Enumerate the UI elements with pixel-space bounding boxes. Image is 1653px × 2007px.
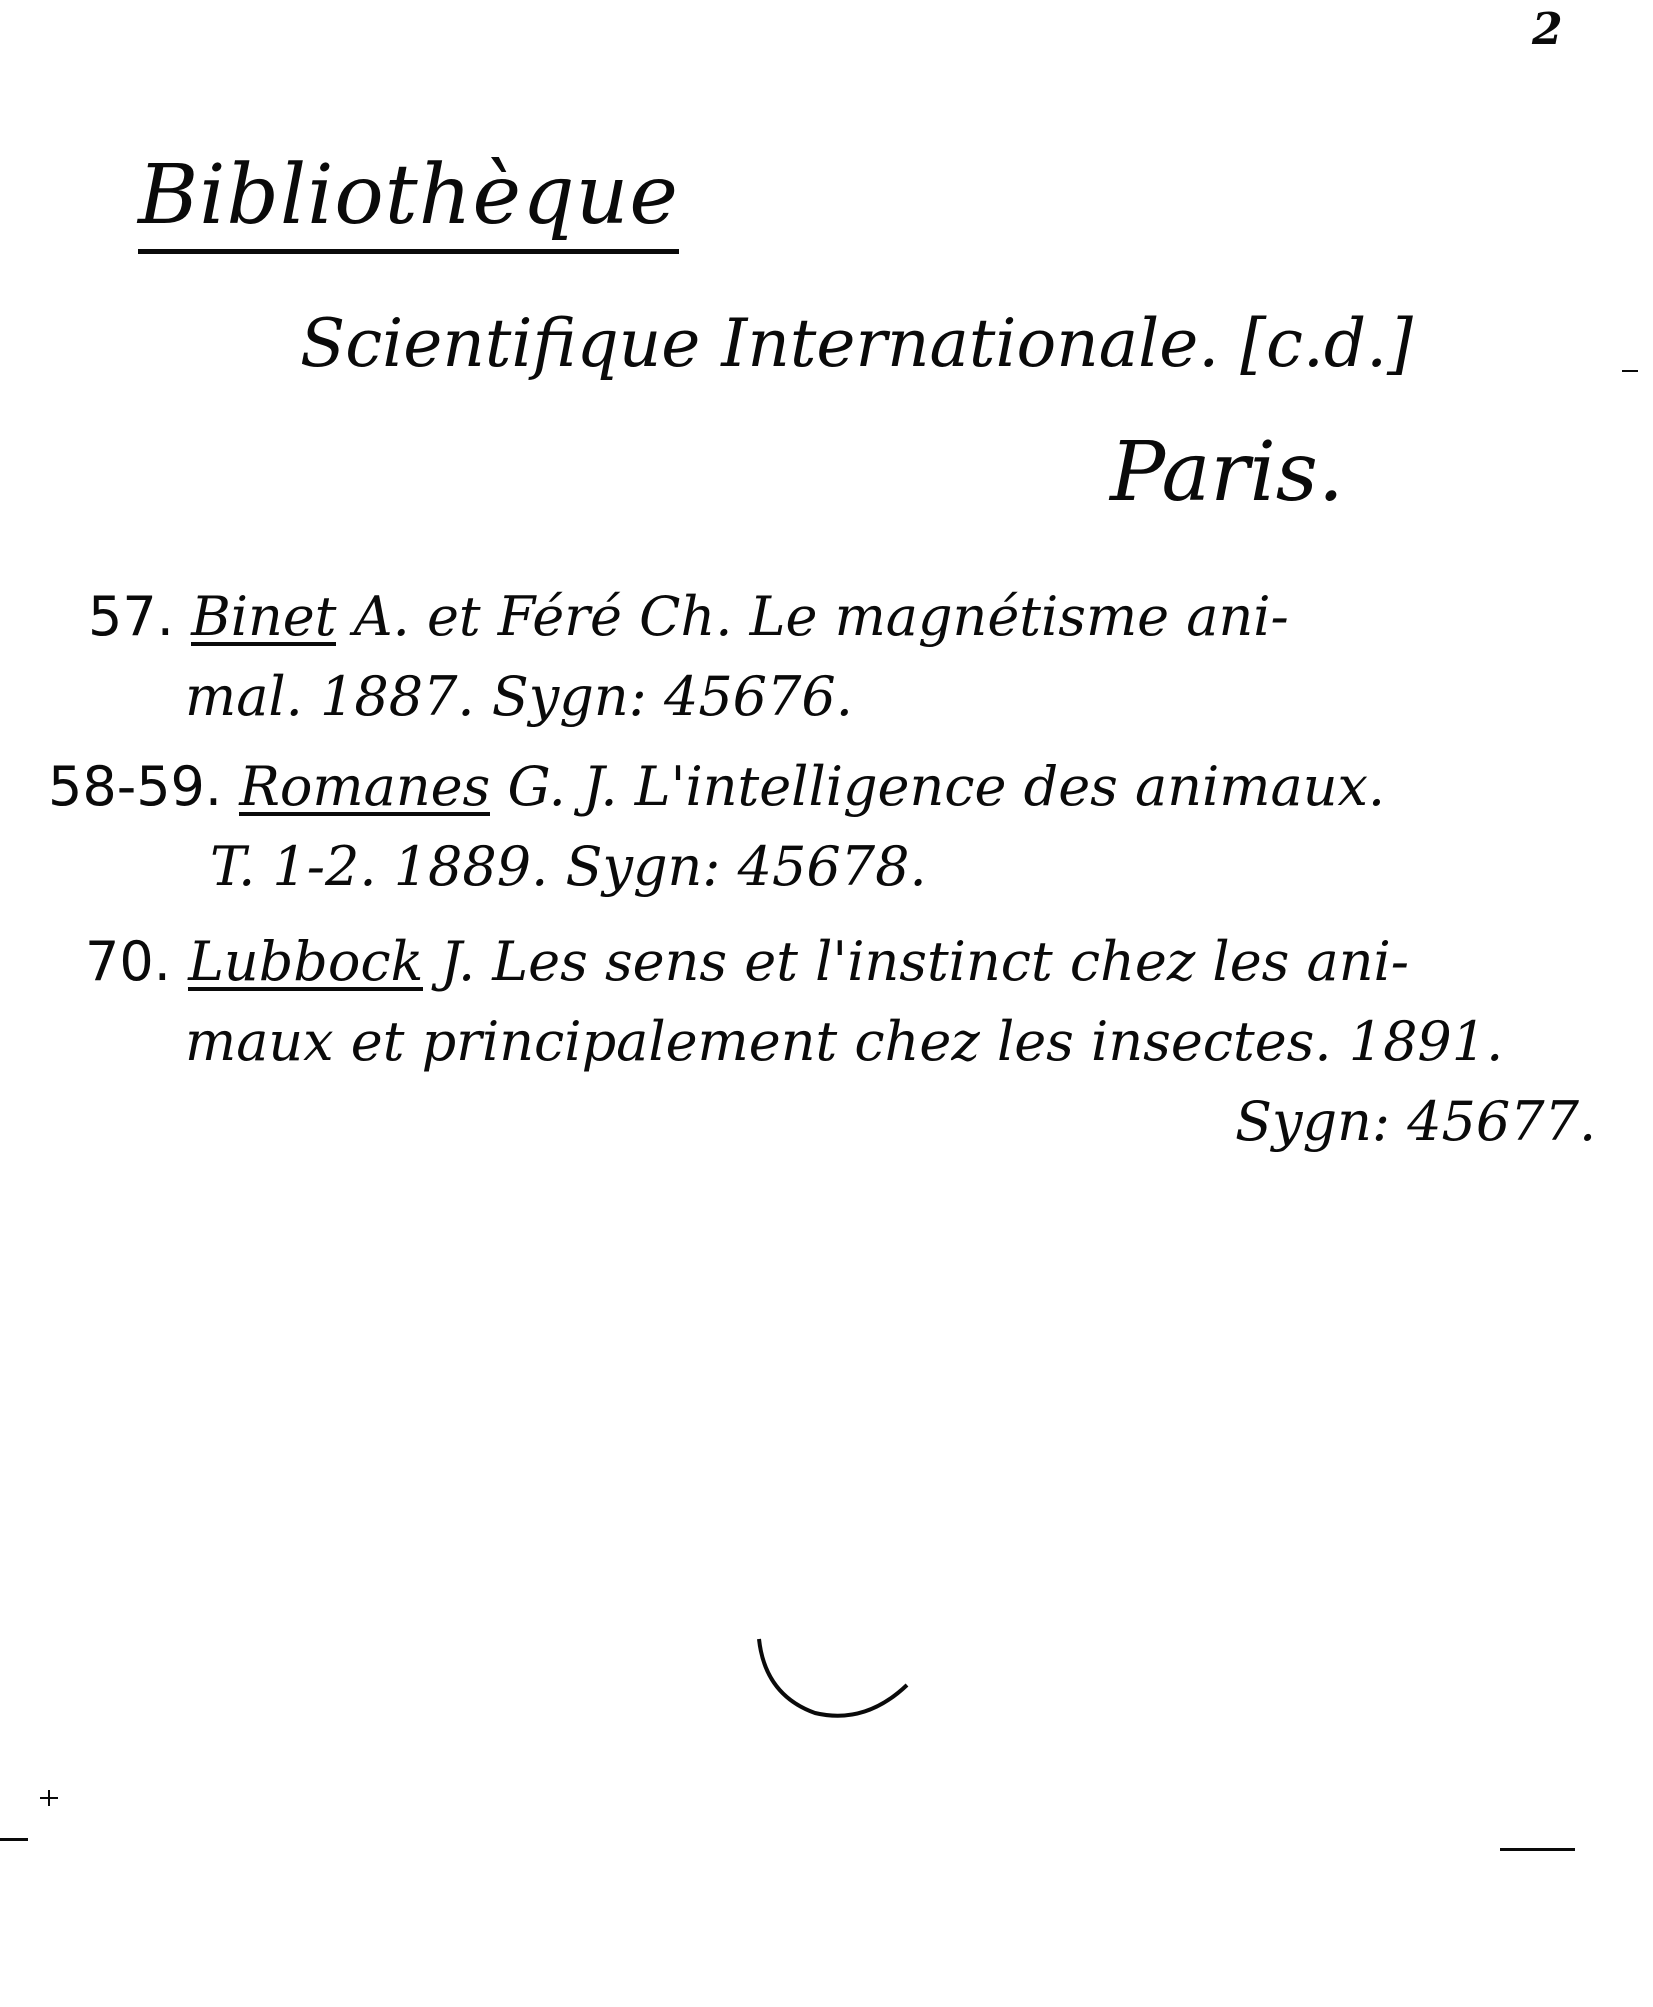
entry-text: G. J. L'intelligence des animaux.: [507, 755, 1386, 818]
entry-number: 58-59.: [48, 755, 223, 818]
series-place: Paris.: [1110, 425, 1344, 520]
entry-58-59-line2: T. 1-2. 1889. Sygn: 45678.: [210, 835, 927, 898]
stray-edge-mark: [1622, 370, 1638, 372]
entry-57-line1: [88, 585, 1289, 648]
entry-number: 57.: [88, 585, 174, 648]
stray-edge-mark: [0, 1838, 28, 1841]
page-number: 2: [1532, 4, 1563, 55]
entry-author: Romanes: [239, 755, 491, 818]
entry-author: Lubbock: [188, 930, 424, 993]
entry-text: A. et Féré Ch. Le magnétisme ani-: [353, 585, 1289, 648]
entry-70-line1: [85, 930, 1409, 993]
stray-arc-mark: [755, 1635, 915, 1725]
entry-58-59-line1: [48, 755, 1385, 818]
entry-70-line2: maux et principalement chez les insectes. 1891.: [185, 1010, 1504, 1073]
entry-author: Binet: [191, 585, 337, 648]
series-subtitle: Scientifique Internationale. [c.d.]: [300, 305, 1413, 382]
entry-57-line2: mal. 1887. Sygn: 45676.: [185, 665, 853, 728]
stray-cross-mark: [48, 1790, 50, 1806]
stray-edge-mark: [1500, 1848, 1575, 1851]
entry-number: 70.: [85, 930, 171, 993]
entry-70-line3: Sygn: 45677.: [1235, 1090, 1597, 1153]
entry-text: J. Les sens et l'instinct chez les ani-: [440, 930, 1410, 993]
series-title: Bibliothèque: [138, 148, 679, 254]
